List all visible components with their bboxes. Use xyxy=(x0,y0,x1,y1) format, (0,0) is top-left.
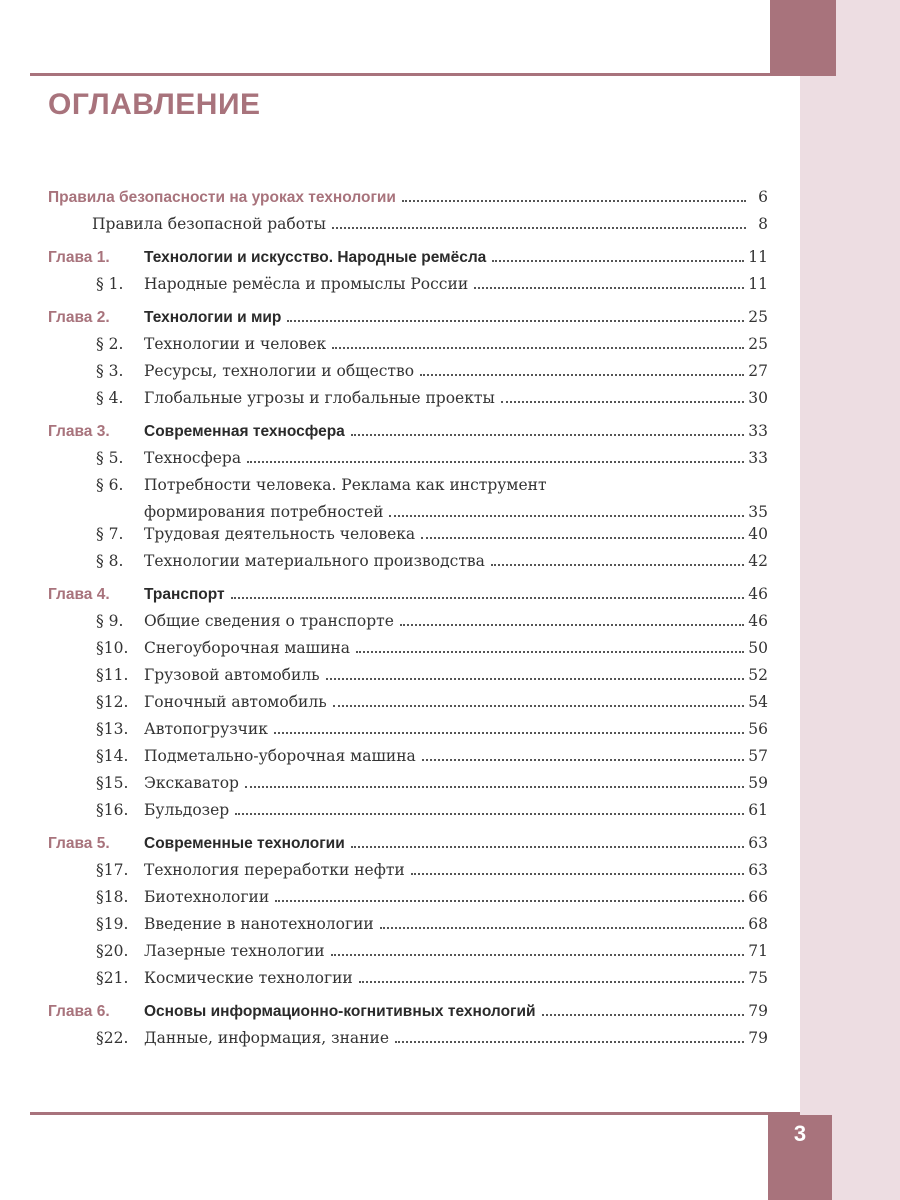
toc-section[interactable]: §11. Грузовой автомобиль 52 xyxy=(96,666,768,684)
toc-chapter[interactable]: Глава 3. Современная техносфера 33 xyxy=(48,422,768,440)
toc-chapter[interactable]: Глава 2. Технологии и мир 25 xyxy=(48,308,768,326)
toc-section[interactable]: §15. Экскаватор 59 xyxy=(96,774,768,792)
toc-chapter[interactable]: Глава 4. Транспорт 46 xyxy=(48,585,768,603)
table-of-contents xyxy=(48,182,768,1056)
page-edge-strip xyxy=(800,0,900,1200)
page-number: 3 xyxy=(768,1115,832,1200)
toc-safety[interactable]: Правила безопасности на уроках технологии 6 xyxy=(48,188,768,206)
toc-section[interactable]: §16. Бульдозер 61 xyxy=(96,801,768,819)
toc-section[interactable]: § 5. Техносфера 33 xyxy=(96,449,768,467)
toc-section[interactable]: §13. Автопогрузчик 56 xyxy=(96,720,768,738)
toc-section[interactable]: § 7. Трудовая деятельность человека 40 xyxy=(96,525,768,543)
toc-section[interactable]: §18. Биотехнологии 66 xyxy=(96,888,768,906)
toc-section-cont[interactable]: формирования потребностей 35 xyxy=(144,503,768,521)
footer-rule xyxy=(30,1112,800,1115)
toc-section[interactable]: §22. Данные, информация, знание 79 xyxy=(96,1029,768,1047)
toc-section[interactable]: § 2. Технологии и человек 25 xyxy=(96,335,768,353)
toc-section[interactable]: §19. Введение в нанотехнологии 68 xyxy=(96,915,768,933)
toc-safety-sub[interactable]: Правила безопасной работы 8 xyxy=(92,215,768,233)
toc-section[interactable]: § 1. Народные ремёсла и промыслы России 11 xyxy=(96,275,768,293)
toc-section[interactable]: §21. Космические технологии 75 xyxy=(96,969,768,987)
toc-section[interactable]: §10. Снегоуборочная машина 50 xyxy=(96,639,768,657)
toc-section[interactable]: § 9. Общие сведения о транспорте 46 xyxy=(96,612,768,630)
toc-section[interactable]: § 3. Ресурсы, технологии и общество 27 xyxy=(96,362,768,380)
toc-section[interactable]: §12. Гоночный автомобиль 54 xyxy=(96,693,768,711)
toc-section[interactable]: §20. Лазерные технологии 71 xyxy=(96,942,768,960)
toc-chapter[interactable]: Глава 5. Современные технологии 63 xyxy=(48,834,768,852)
toc-chapter[interactable]: Глава 1. Технологии и искусство. Народные ремёсла 11 xyxy=(48,248,768,266)
toc-chapter[interactable]: Глава 6. Основы информационно-когнитивных технологий 79 xyxy=(48,1002,768,1020)
header-tab xyxy=(770,0,836,76)
toc-section[interactable]: §14. Подметально-уборочная машина 57 xyxy=(96,747,768,765)
page-title: ОГЛАВЛЕНИЕ xyxy=(48,88,261,121)
toc-section[interactable]: § 4. Глобальные угрозы и глобальные проекты 30 xyxy=(96,389,768,407)
toc-section[interactable]: § 6. Потребности человека. Реклама как инструмент xyxy=(96,476,547,494)
header-rule xyxy=(30,73,780,76)
toc-section[interactable]: § 8. Технологии материального производства 42 xyxy=(96,552,768,570)
toc-section[interactable]: §17. Технология переработки нефти 63 xyxy=(96,861,768,879)
